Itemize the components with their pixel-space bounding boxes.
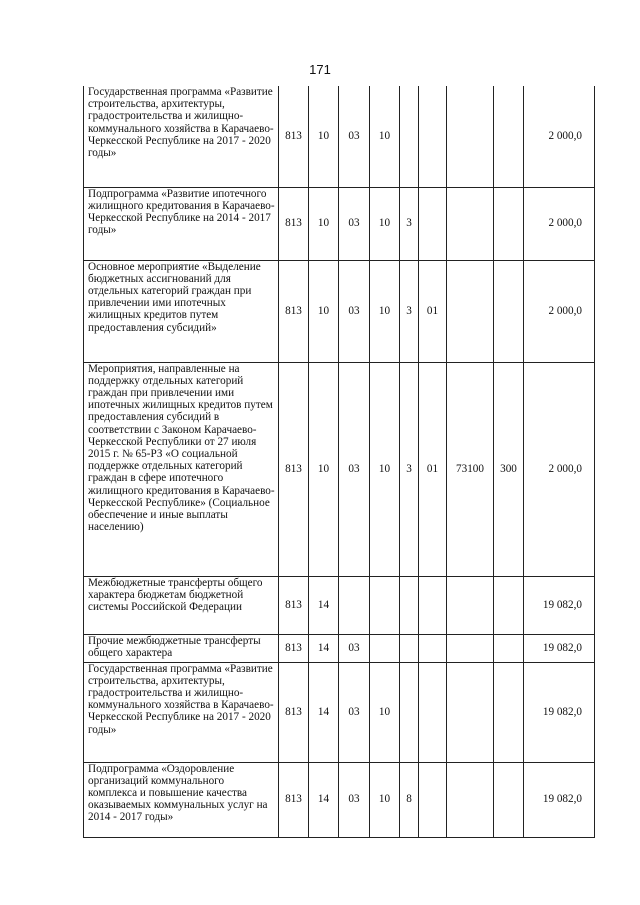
direction-code [447,187,494,260]
ministry-code: 813 [279,576,309,634]
section-code: 14 [309,576,339,634]
expense-type-code [494,634,524,662]
row-name: Подпрограмма «Развитие ипотечного жилищного кредитования в Карачаево-Черкесской Республике на 2014 - 2017 годы» [84,187,279,260]
ministry-code: 813 [279,662,309,762]
amount: 19 082,0 [524,662,595,762]
expense-type-code [494,662,524,762]
direction-code [447,762,494,837]
program-code: 10 [370,260,400,362]
table-row [84,187,595,260]
amount: 2 000,0 [524,260,595,362]
subprogram-code [400,576,419,634]
event-code [419,187,447,260]
row-name: Основное мероприятие «Выделение бюджетных ассигнований для отдельных категорий граждан при привлечении ими ипотечных жилищных кредитов путем предоставления субсидий» [84,260,279,362]
direction-code [447,260,494,362]
section-code: 14 [309,634,339,662]
program-code [370,634,400,662]
amount: 19 082,0 [524,762,595,837]
expense-type-code [494,187,524,260]
table-row [84,86,595,187]
section-code: 10 [309,260,339,362]
direction-code [447,662,494,762]
amount: 2 000,0 [524,187,595,260]
subprogram-code [400,634,419,662]
subsection-code: 03 [339,86,370,187]
direction-code [447,86,494,187]
expense-type-code [494,762,524,837]
subsection-code: 03 [339,362,370,576]
direction-code [447,634,494,662]
row-name: Мероприятия, направленные на поддержку отдельных категорий граждан при привлечении ими ипотечных жилищных кредитов путем предоставления субсидий в соответствии с Законом Карачаево-Черкесской Республики от 27 июля 2015 г. № 65-РЗ «О социальной поддержке отдельных категорий граждан в сфере ипотечного жилищного кредитования в Карачаево-Черкесской Республике» (Социальное обеспечение и иные выплаты населению) [84,362,279,576]
row-name: Государственная программа «Развитие строительства, архитектуры, градостроительства и жилищно-коммунального хозяйства в Карачаево-Черкесской Республике на 2017 - 2020 годы» [84,86,279,187]
subprogram-code [400,662,419,762]
ministry-code: 813 [279,634,309,662]
expense-type-code: 300 [494,362,524,576]
table-row [84,634,595,662]
ministry-code: 813 [279,362,309,576]
section-code: 14 [309,762,339,837]
event-code [419,762,447,837]
subsection-code: 03 [339,762,370,837]
event-code: 01 [419,260,447,362]
program-code: 10 [370,662,400,762]
event-code [419,634,447,662]
row-name: Межбюджетные трансферты общего характера бюджетам бюджетной системы Российской Федерации [84,576,279,634]
subsection-code [339,576,370,634]
table-row [84,260,595,362]
amount: 2 000,0 [524,86,595,187]
direction-code [447,576,494,634]
subsection-code: 03 [339,260,370,362]
table-row [84,662,595,762]
ministry-code: 813 [279,86,309,187]
page-number: 171 [309,62,331,77]
subprogram-code [400,86,419,187]
subprogram-code: 3 [400,187,419,260]
program-code: 10 [370,362,400,576]
event-code [419,576,447,634]
program-code: 10 [370,762,400,837]
ministry-code: 813 [279,260,309,362]
subprogram-code: 3 [400,260,419,362]
table-row [84,362,595,576]
section-code: 10 [309,187,339,260]
direction-code: 73100 [447,362,494,576]
subprogram-code: 3 [400,362,419,576]
expense-type-code [494,260,524,362]
ministry-code: 813 [279,762,309,837]
budget-table [83,86,595,838]
row-name: Государственная программа «Развитие строительства, архитектуры, градостроительства и жилищно-коммунального хозяйства в Карачаево-Черкесской Республике на 2017 - 2020 годы» [84,662,279,762]
expense-type-code [494,86,524,187]
program-code: 10 [370,187,400,260]
row-name: Подпрограмма «Оздоровление организаций коммунального комплекса и повышение качества оказываемых коммунальных услуг на 2014 - 2017 годы» [84,762,279,837]
amount: 19 082,0 [524,634,595,662]
ministry-code: 813 [279,187,309,260]
expense-type-code [494,576,524,634]
event-code: 01 [419,362,447,576]
program-code: 10 [370,86,400,187]
event-code [419,662,447,762]
subsection-code: 03 [339,634,370,662]
program-code [370,576,400,634]
section-code: 10 [309,362,339,576]
table-row [84,576,595,634]
section-code: 14 [309,662,339,762]
table-row [84,762,595,837]
subsection-code: 03 [339,662,370,762]
row-name: Прочие межбюджетные трансферты общего характера [84,634,279,662]
subsection-code: 03 [339,187,370,260]
amount: 19 082,0 [524,576,595,634]
amount: 2 000,0 [524,362,595,576]
event-code [419,86,447,187]
subprogram-code: 8 [400,762,419,837]
section-code: 10 [309,86,339,187]
